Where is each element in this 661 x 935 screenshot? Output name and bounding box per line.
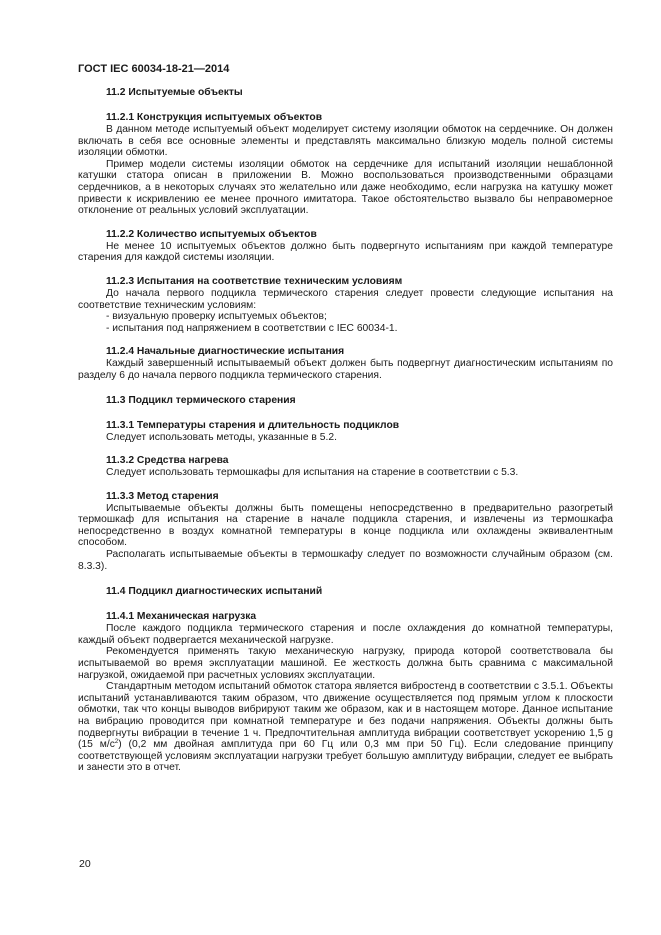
list-item: - визуальную проверку испытуемых объектов; (106, 311, 327, 323)
paragraph: Следует использовать термошкафы для испытания на старение в соответствии с 5.3. (106, 467, 519, 479)
section-11-3-2 (78, 455, 613, 479)
text-run: Стандартным методом испытаний обмоток статора является вибростенд в соответствии с 3.5.1. Объекты испытаний устанавливаются таким образом, что движение осуществляется под прямым углом к плоскости обмотки, так что концы выводов вибрируют таким же образом, как и в настоящем моторе. Данное испытание на вибрацию проводится при комнатной температуре и без подачи напряжения. Объекты должны быть подвергнуты вибрации в течение 1 ч. Предпочтительная амплитуда вибрации соответствует ускорению 1,5 g (15 м/с (78, 681, 613, 751)
superscript: 2 (114, 739, 119, 746)
paragraph: Испытываемые объекты должны быть помещены непосредственно в предварительно разогретый термошкаф для испытания на старение в начале подцикла старения, и извлечены из термошкафа непосредственно в воздух комнатной температуры в конце подцикла или охлаждены эквивалентным способом. (78, 502, 613, 549)
paragraph: Каждый завершенный испытываемый объект должен быть подвергнут диагностическим испытаниям по разделу 6 до начала первого подцикла термического старения. (78, 358, 613, 381)
section-11-4-1 (78, 611, 613, 774)
section-heading-11-3: 11.3 Подцикл термического старения (106, 394, 296, 406)
subsection-heading-11-2-2: 11.2.2 Количество испытуемых объектов (106, 228, 317, 240)
subsection-heading-11-3-2: 11.3.2 Средства нагрева (106, 455, 229, 467)
section-heading-11-4: 11.4 Подцикл диагностических испытаний (106, 586, 323, 598)
subsection-heading-11-4-1: 11.4.1 Механическая нагрузка (106, 611, 257, 623)
document-page (78, 62, 613, 786)
section-11-2-4 (78, 346, 613, 381)
subsection-heading-11-3-3: 11.3.3 Метод старения (106, 490, 219, 502)
paragraph: Следует использовать методы, указанные в 5.2. (106, 431, 337, 443)
paragraph-vibration (78, 681, 613, 774)
section-heading-11-2: 11.2 Испытуемые объекты (106, 87, 243, 98)
list-item: - испытания под напряжением в соответствии с IEC 60034-1. (106, 322, 398, 334)
section-11-3-1 (78, 420, 613, 444)
subsection-heading-11-2-1: 11.2.1 Конструкция испытуемых объектов (106, 112, 323, 123)
paragraph: Рекомендуется применять такую механическую нагрузку, природа которой соответствовала бы испытываемой во время эксплуатации машиной. Ее жесткость должна быть сравнима с максимальной нагрузкой, ожидаемой при расчетных условиях эксплуатации. (78, 646, 613, 681)
paragraph: Располагать испытываемые объекты в термошкафу следует по возможности случайным образом (см. 8.3.3). (78, 549, 613, 572)
paragraph: До начала первого подцикла термического старения следует провести следующие испытания на соответствие техническим условиям: (78, 287, 613, 311)
paragraph: В данном методе испытуемый объект моделирует систему изоляции обмоток на сердечнике. Он должен включать в себя все основные элементы и представлять максимально близкую модель полной системы изоляции обмотки. (78, 124, 613, 159)
paragraph: Не менее 10 испытуемых объектов должно быть подвергнуто испытаниям при каждой температуре старения для каждой системы изоляции. (78, 240, 613, 264)
paragraph: Пример модели системы изоляции обмоток на сердечнике для испытаний изоляции нешаблонной катушки статора описан в приложении В. Можно воспользоваться производственными образцами сердечников, а в некоторых случаях это желательно или даже необходимо, если нагрузка на катушку может привести к искривлению ее менее прочного имитатора. Такое обстоятельство вызвало бы неправомерное отклонение от реальных условий эксплуатации. (78, 158, 613, 217)
section-11-3-3 (78, 491, 613, 573)
paragraph: После каждого подцикла термического старения и после охлаждения до комнатной температуры, каждый объект подвергается механической нагрузке. (78, 623, 613, 646)
subsection-heading-11-3-1: 11.3.1 Температуры старения и длительность подциклов (106, 419, 400, 431)
subsection-heading-11-2-4: 11.2.4 Начальные диагностические испытания (106, 346, 345, 358)
section-11-2-2 (78, 229, 613, 264)
section-11-2-1 (78, 112, 613, 217)
text-run: ) (0,2 мм двойная амплитуда при 60 Гц или 0,3 мм при 50 Гц). Если следование принципу соответствующей условиям эксплуатации нагрузки требует большую амплитуду вибрации, следует ее выбрать и занести это в отчет. (78, 739, 613, 774)
section-11-2-3 (78, 276, 613, 334)
page-number: 20 (79, 858, 91, 870)
document-id: ГОСТ IEC 60034-18-21—2014 (78, 63, 230, 75)
subsection-heading-11-2-3: 11.2.3 Испытания на соответствие техническим условиям (106, 275, 403, 287)
